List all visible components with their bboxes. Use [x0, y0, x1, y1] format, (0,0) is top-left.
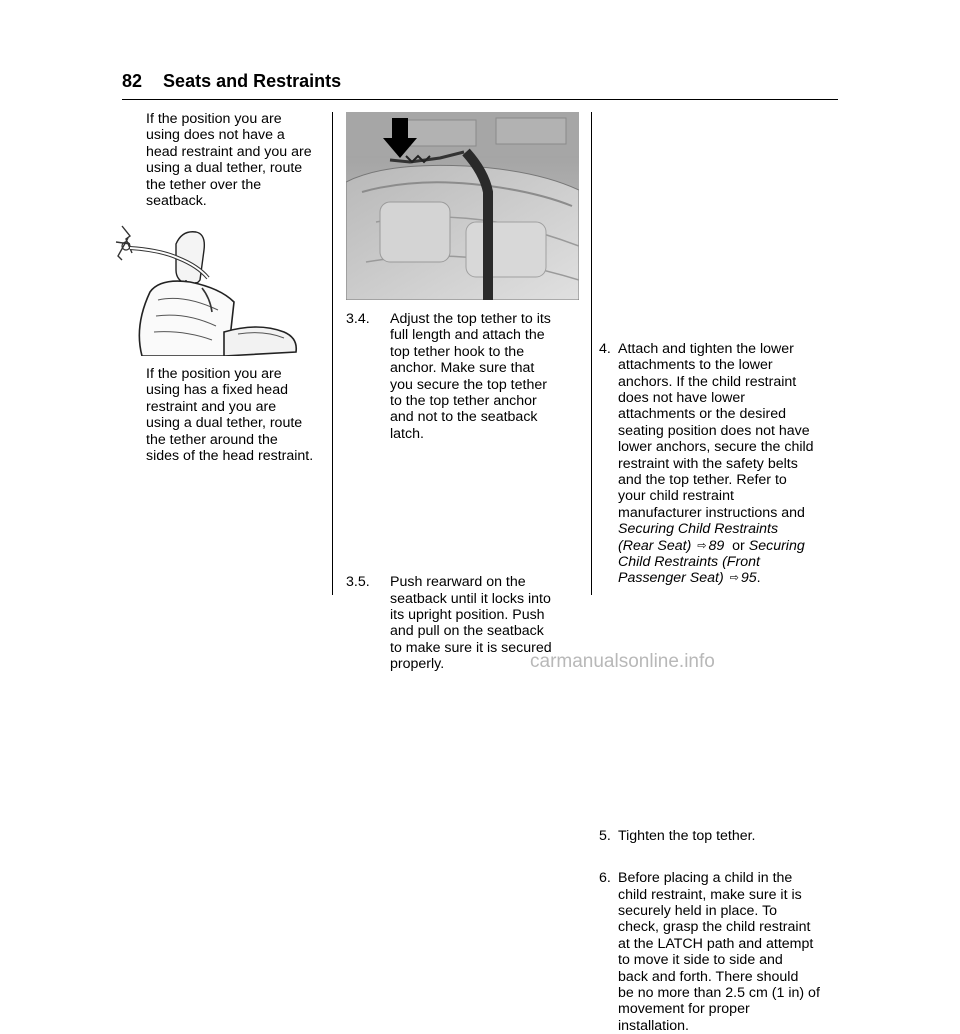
cross-reference-link[interactable]: Child Restraints (Front: [618, 553, 760, 570]
text-line: and not to the seatback: [390, 409, 538, 426]
text-line: Tighten the top tether.: [618, 827, 756, 844]
text-line: check, grasp the child restraint: [618, 919, 811, 936]
text-line: child restraint, make sure it is: [618, 886, 802, 903]
header-divider: [122, 99, 838, 100]
text-line: Adjust the top tether to its: [390, 311, 551, 327]
text-line: seatback until it locks into: [390, 590, 551, 607]
page-ref-arrow-icon: ⇨: [729, 572, 739, 585]
step-label: 3.4.: [346, 311, 370, 327]
seat-tether-over-illustration: [98, 222, 304, 356]
text-line: lower anchors, secure the child: [618, 439, 814, 456]
text-line: installation.: [618, 1017, 689, 1034]
cross-reference-link[interactable]: Securing: [748, 537, 805, 554]
text-line: you secure the top tether: [390, 376, 547, 393]
text-line: using a dual tether, route: [146, 415, 303, 432]
step-label: 6.: [599, 870, 611, 887]
page-header: [122, 71, 341, 92]
rear-seat-tether-photo-illustration: [346, 112, 579, 300]
text-line: back and forth. There should: [618, 968, 799, 985]
page-reference[interactable]: 89: [708, 537, 725, 554]
text-line: and the top tether. Refer to: [618, 471, 787, 488]
text-line: restraint with the safety belts: [618, 455, 798, 472]
text-line: properly.: [390, 656, 445, 673]
cross-reference-link[interactable]: Securing Child Restraints: [618, 521, 779, 538]
page-reference[interactable]: 95: [740, 570, 757, 587]
text-line: anchor. Make sure that: [390, 360, 535, 377]
text-line: anchors. If the child restraint: [618, 373, 797, 390]
text-line: its upright position. Push: [390, 607, 545, 624]
text-line: seatback.: [146, 193, 207, 210]
text-line: at the LATCH path and attempt: [618, 935, 814, 952]
text-line: restraint and you are: [146, 398, 277, 415]
text-line: head restraint and you are: [146, 143, 312, 160]
text-line: sides of the head restraint.: [146, 448, 314, 465]
text-line: securely held in place. To: [618, 903, 778, 919]
cross-reference-link[interactable]: Passenger Seat): [618, 570, 724, 587]
cross-reference-link[interactable]: (Rear Seat): [618, 537, 692, 554]
text-line: the tether over the: [146, 176, 262, 193]
step-6: [599, 870, 841, 1034]
column-1-para-2: [146, 366, 326, 464]
text-line: using a dual tether, route: [146, 160, 303, 177]
text-line: to move it side to side and: [618, 952, 783, 969]
text-line: to the top tether anchor: [390, 393, 537, 410]
step-label: 5.: [599, 827, 611, 844]
text-line: your child restraint: [618, 488, 734, 505]
text-line: latch.: [390, 425, 424, 442]
text-line: to make sure it is secured: [390, 639, 552, 656]
text-line: using has a fixed head: [146, 382, 288, 399]
page-ref-arrow-icon: ⇨: [697, 539, 707, 552]
text-line: manufacturer instructions and: [618, 504, 805, 521]
step-label: 4.: [599, 340, 611, 357]
text-line: seating position does not have: [618, 422, 810, 439]
section-title: Seats and Restraints: [163, 71, 342, 91]
text-line: attachments or the desired: [618, 406, 786, 423]
text-line: Attach and tighten the lower: [618, 340, 794, 357]
text-line: using does not have a: [146, 127, 285, 144]
column-divider-2: [591, 112, 592, 595]
text-line: does not have lower: [618, 389, 745, 406]
text-line: top tether hook to the: [390, 343, 525, 360]
text-line: the tether around the: [146, 431, 278, 448]
text-line: Push rearward on the: [390, 574, 526, 591]
column-divider-1: [332, 112, 333, 595]
connector-text: or: [732, 537, 745, 554]
page-number: 82: [122, 71, 143, 91]
step-label: 3.5.: [346, 574, 370, 591]
step-3-4: [346, 311, 582, 442]
text-line: attachments to the lower: [618, 357, 773, 374]
text-line: and pull on the seatback: [390, 623, 544, 640]
step-4: 4. Attach and tighten the lower attachments to the lower anchors. If the child restraint does not have lower attachments or the desired seating position does not have lower anchors, secure the child restraint with the safety belts and the top tether. Refer to your child restraint manufacturer instructions and Securing Child Restraints (Rear Seat) ⇨ 89 or Securing Child Restraints (Front Passenger Seat) ⇨ 95.: [599, 341, 841, 587]
site-watermark: carmanualsonline.info: [530, 651, 715, 672]
text-line: If the position you are: [146, 111, 282, 127]
text-line: full length and attach the: [390, 327, 545, 344]
text-line: If the position you are: [146, 366, 282, 382]
text-line: Before placing a child in the: [618, 870, 793, 887]
text-line: movement for proper: [618, 1001, 750, 1018]
text-line: be no more than 2.5 cm (1 in) of: [618, 985, 820, 1002]
column-1-para-1: [146, 111, 326, 209]
step-5: [599, 828, 841, 844]
